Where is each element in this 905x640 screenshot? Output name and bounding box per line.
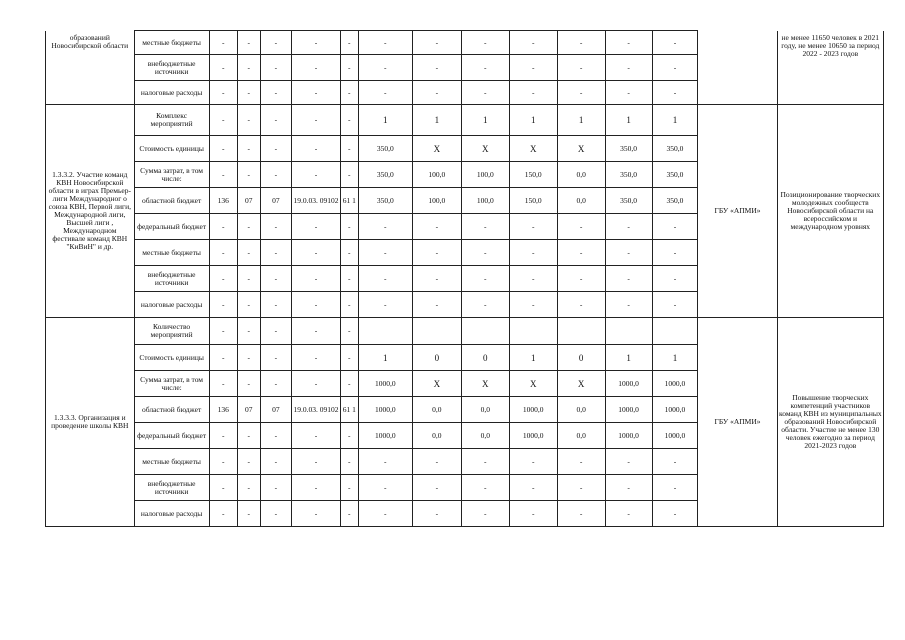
- category-cell: местные бюджеты: [134, 449, 209, 475]
- value-cell: 1: [461, 105, 509, 136]
- value-cell: -: [358, 292, 412, 318]
- value-cell: -: [209, 240, 237, 266]
- category-cell: федеральный бюджет: [134, 423, 209, 449]
- value-cell: -: [340, 214, 358, 240]
- value-cell: 1000,0: [509, 397, 557, 423]
- value-cell: -: [557, 214, 605, 240]
- value-cell: -: [209, 475, 237, 501]
- value-cell: -: [461, 292, 509, 318]
- value-cell: -: [237, 423, 260, 449]
- value-cell: -: [209, 266, 237, 292]
- budget-table: [45, 30, 884, 527]
- value-cell: 1: [605, 345, 652, 371]
- value-cell: -: [509, 81, 557, 105]
- task-name-cell: образований Новосибирской области: [46, 31, 135, 105]
- value-cell: -: [260, 292, 291, 318]
- category-cell: федеральный бюджет: [134, 214, 209, 240]
- category-cell: Комплекс мероприятий: [134, 105, 209, 136]
- value-cell: -: [291, 162, 340, 188]
- category-cell: внебюджетные источники: [134, 475, 209, 501]
- executor-cell: [698, 31, 777, 105]
- value-cell: 0,0: [412, 397, 461, 423]
- value-cell: -: [652, 449, 698, 475]
- value-cell: -: [461, 81, 509, 105]
- value-cell: -: [237, 318, 260, 345]
- value-cell: 1: [509, 345, 557, 371]
- value-cell: -: [509, 475, 557, 501]
- value-cell: -: [605, 501, 652, 527]
- value-cell: X: [509, 371, 557, 397]
- value-cell: -: [260, 162, 291, 188]
- value-cell: -: [605, 475, 652, 501]
- value-cell: -: [340, 162, 358, 188]
- value-cell: [461, 318, 509, 345]
- value-cell: -: [260, 501, 291, 527]
- value-cell: -: [340, 371, 358, 397]
- value-cell: -: [340, 292, 358, 318]
- value-cell: -: [461, 240, 509, 266]
- value-cell: 1000,0: [605, 397, 652, 423]
- value-cell: -: [412, 449, 461, 475]
- value-cell: -: [209, 55, 237, 81]
- value-cell: -: [340, 501, 358, 527]
- value-cell: -: [652, 501, 698, 527]
- value-cell: 100,0: [412, 162, 461, 188]
- value-cell: 0: [412, 345, 461, 371]
- value-cell: 136: [209, 188, 237, 214]
- value-cell: [412, 318, 461, 345]
- category-cell: налоговые расходы: [134, 292, 209, 318]
- executor-cell: ГБУ «АПМИ»: [698, 105, 777, 318]
- value-cell: -: [652, 214, 698, 240]
- value-cell: -: [291, 81, 340, 105]
- value-cell: X: [461, 371, 509, 397]
- value-cell: -: [358, 449, 412, 475]
- category-cell: Сумма затрат, в том числе:: [134, 162, 209, 188]
- value-cell: -: [291, 214, 340, 240]
- category-cell: Сумма затрат, в том числе:: [134, 371, 209, 397]
- value-cell: -: [209, 81, 237, 105]
- value-cell: 350,0: [605, 162, 652, 188]
- value-cell: -: [291, 449, 340, 475]
- value-cell: -: [237, 345, 260, 371]
- value-cell: 1000,0: [358, 423, 412, 449]
- value-cell: X: [557, 371, 605, 397]
- value-cell: 1: [557, 105, 605, 136]
- result-cell: не менее 11650 человек в 2021 году, не менее 10650 за период 2022 - 2023 годов: [777, 31, 883, 105]
- value-cell: -: [652, 31, 698, 55]
- value-cell: -: [340, 318, 358, 345]
- value-cell: 350,0: [358, 188, 412, 214]
- value-cell: -: [557, 55, 605, 81]
- value-cell: -: [237, 81, 260, 105]
- value-cell: 350,0: [652, 136, 698, 162]
- value-cell: -: [291, 55, 340, 81]
- value-cell: -: [358, 266, 412, 292]
- value-cell: -: [412, 55, 461, 81]
- value-cell: -: [209, 501, 237, 527]
- value-cell: 100,0: [461, 188, 509, 214]
- value-cell: -: [237, 105, 260, 136]
- value-cell: -: [237, 449, 260, 475]
- value-cell: -: [237, 292, 260, 318]
- value-cell: 350,0: [605, 188, 652, 214]
- value-cell: -: [260, 423, 291, 449]
- value-cell: 07: [260, 397, 291, 423]
- value-cell: -: [412, 266, 461, 292]
- value-cell: 350,0: [605, 136, 652, 162]
- category-cell: местные бюджеты: [134, 240, 209, 266]
- value-cell: 1: [652, 105, 698, 136]
- value-cell: [605, 318, 652, 345]
- value-cell: -: [209, 423, 237, 449]
- value-cell: -: [237, 214, 260, 240]
- value-cell: 1000,0: [605, 371, 652, 397]
- value-cell: X: [509, 136, 557, 162]
- value-cell: -: [340, 240, 358, 266]
- value-cell: -: [605, 266, 652, 292]
- value-cell: 1: [358, 105, 412, 136]
- value-cell: 350,0: [358, 162, 412, 188]
- value-cell: 0,0: [557, 423, 605, 449]
- value-cell: 07: [260, 188, 291, 214]
- value-cell: -: [260, 81, 291, 105]
- value-cell: -: [557, 449, 605, 475]
- value-cell: -: [557, 501, 605, 527]
- value-cell: -: [509, 240, 557, 266]
- value-cell: -: [557, 292, 605, 318]
- value-cell: [652, 318, 698, 345]
- value-cell: -: [237, 371, 260, 397]
- value-cell: -: [209, 136, 237, 162]
- value-cell: -: [358, 501, 412, 527]
- value-cell: -: [237, 31, 260, 55]
- value-cell: -: [237, 55, 260, 81]
- value-cell: -: [605, 449, 652, 475]
- value-cell: -: [605, 55, 652, 81]
- value-cell: -: [509, 214, 557, 240]
- value-cell: -: [509, 266, 557, 292]
- result-cell: Позиционирование творческих молодежных сообществ Новосибирской области на всероссийском и международном уровнях: [777, 105, 883, 318]
- value-cell: -: [209, 31, 237, 55]
- value-cell: -: [260, 266, 291, 292]
- value-cell: -: [412, 475, 461, 501]
- value-cell: 1000,0: [509, 423, 557, 449]
- value-cell: -: [652, 292, 698, 318]
- value-cell: -: [605, 240, 652, 266]
- value-cell: -: [237, 475, 260, 501]
- value-cell: -: [358, 55, 412, 81]
- value-cell: 100,0: [461, 162, 509, 188]
- value-cell: -: [412, 81, 461, 105]
- value-cell: -: [209, 345, 237, 371]
- value-cell: 0,0: [557, 188, 605, 214]
- value-cell: -: [260, 136, 291, 162]
- value-cell: -: [605, 214, 652, 240]
- value-cell: -: [291, 423, 340, 449]
- value-cell: 0,0: [412, 423, 461, 449]
- value-cell: -: [412, 214, 461, 240]
- value-cell: X: [412, 136, 461, 162]
- value-cell: -: [237, 162, 260, 188]
- value-cell: -: [209, 292, 237, 318]
- value-cell: -: [557, 240, 605, 266]
- value-cell: -: [340, 345, 358, 371]
- task-name-cell: 1.3.3.2. Участие команд КВН Новосибирской области в играх Премьер-лиги Международног о союза КВН, Первой лиги, Международной лиги, Высшей лиги , Международном фестивале команд КВН "КиВиН" и др.: [46, 105, 135, 318]
- value-cell: -: [358, 214, 412, 240]
- value-cell: -: [461, 501, 509, 527]
- value-cell: -: [358, 31, 412, 55]
- value-cell: -: [461, 31, 509, 55]
- value-cell: 61 1: [340, 397, 358, 423]
- value-cell: -: [412, 292, 461, 318]
- value-cell: -: [509, 292, 557, 318]
- value-cell: 1000,0: [358, 397, 412, 423]
- value-cell: 1000,0: [652, 371, 698, 397]
- value-cell: 07: [237, 188, 260, 214]
- value-cell: -: [652, 266, 698, 292]
- category-cell: Стоимость единицы: [134, 345, 209, 371]
- value-cell: -: [237, 266, 260, 292]
- value-cell: -: [260, 105, 291, 136]
- result-cell: Повышение творческих компетенций участников команд КВН из муниципальных образований Новосибирской области. Участие не менее 130 человек ежегодно за период 2021-2023 годов: [777, 318, 883, 527]
- value-cell: -: [340, 449, 358, 475]
- value-cell: -: [237, 136, 260, 162]
- value-cell: [358, 318, 412, 345]
- value-cell: -: [260, 240, 291, 266]
- value-cell: -: [260, 345, 291, 371]
- value-cell: -: [260, 214, 291, 240]
- value-cell: 1000,0: [605, 423, 652, 449]
- value-cell: -: [340, 81, 358, 105]
- value-cell: 100,0: [412, 188, 461, 214]
- value-cell: -: [461, 55, 509, 81]
- value-cell: 0: [557, 345, 605, 371]
- value-cell: 07: [237, 397, 260, 423]
- value-cell: -: [291, 266, 340, 292]
- value-cell: -: [509, 449, 557, 475]
- task-name-cell: 1.3.3.3. Организация и проведение школы КВН: [46, 318, 135, 527]
- table-row: [46, 318, 884, 345]
- value-cell: -: [652, 240, 698, 266]
- value-cell: 1: [652, 345, 698, 371]
- value-cell: -: [509, 31, 557, 55]
- value-cell: -: [291, 240, 340, 266]
- value-cell: -: [237, 240, 260, 266]
- category-cell: налоговые расходы: [134, 501, 209, 527]
- value-cell: 1000,0: [652, 423, 698, 449]
- value-cell: 150,0: [509, 162, 557, 188]
- value-cell: -: [291, 345, 340, 371]
- value-cell: -: [461, 449, 509, 475]
- value-cell: 150,0: [509, 188, 557, 214]
- value-cell: -: [209, 214, 237, 240]
- value-cell: -: [340, 423, 358, 449]
- value-cell: -: [509, 55, 557, 81]
- value-cell: -: [209, 371, 237, 397]
- value-cell: 0,0: [557, 397, 605, 423]
- value-cell: -: [340, 31, 358, 55]
- value-cell: -: [260, 449, 291, 475]
- value-cell: 350,0: [358, 136, 412, 162]
- value-cell: 1: [509, 105, 557, 136]
- value-cell: -: [291, 31, 340, 55]
- value-cell: -: [340, 55, 358, 81]
- value-cell: 350,0: [652, 162, 698, 188]
- value-cell: [557, 318, 605, 345]
- value-cell: -: [340, 266, 358, 292]
- value-cell: -: [557, 266, 605, 292]
- value-cell: -: [260, 31, 291, 55]
- value-cell: X: [557, 136, 605, 162]
- value-cell: 0,0: [557, 162, 605, 188]
- table-row: [46, 105, 884, 136]
- value-cell: -: [557, 31, 605, 55]
- value-cell: -: [358, 475, 412, 501]
- value-cell: -: [291, 292, 340, 318]
- value-cell: -: [260, 371, 291, 397]
- value-cell: -: [652, 55, 698, 81]
- value-cell: -: [652, 475, 698, 501]
- value-cell: 19.0.03. 09102: [291, 188, 340, 214]
- value-cell: -: [260, 55, 291, 81]
- value-cell: 1: [412, 105, 461, 136]
- value-cell: -: [237, 501, 260, 527]
- value-cell: -: [358, 81, 412, 105]
- value-cell: -: [209, 162, 237, 188]
- value-cell: -: [340, 136, 358, 162]
- category-cell: внебюджетные источники: [134, 266, 209, 292]
- value-cell: -: [358, 240, 412, 266]
- value-cell: 1000,0: [652, 397, 698, 423]
- value-cell: -: [461, 214, 509, 240]
- value-cell: -: [340, 105, 358, 136]
- value-cell: 19.0.03. 09102: [291, 397, 340, 423]
- value-cell: 0,0: [461, 423, 509, 449]
- value-cell: 0,0: [461, 397, 509, 423]
- value-cell: -: [461, 266, 509, 292]
- value-cell: -: [509, 501, 557, 527]
- value-cell: -: [557, 475, 605, 501]
- value-cell: -: [291, 136, 340, 162]
- value-cell: X: [412, 371, 461, 397]
- category-cell: Стоимость единицы: [134, 136, 209, 162]
- category-cell: внебюджетные источники: [134, 55, 209, 81]
- value-cell: -: [291, 501, 340, 527]
- value-cell: -: [260, 318, 291, 345]
- value-cell: -: [291, 318, 340, 345]
- value-cell: -: [260, 475, 291, 501]
- category-cell: местные бюджеты: [134, 31, 209, 55]
- value-cell: -: [412, 501, 461, 527]
- value-cell: -: [291, 371, 340, 397]
- value-cell: -: [291, 105, 340, 136]
- value-cell: -: [652, 81, 698, 105]
- value-cell: 0: [461, 345, 509, 371]
- executor-cell: ГБУ «АПМИ»: [698, 318, 777, 527]
- value-cell: -: [412, 31, 461, 55]
- category-cell: областной бюджет: [134, 188, 209, 214]
- value-cell: -: [412, 240, 461, 266]
- value-cell: 1000,0: [358, 371, 412, 397]
- value-cell: -: [605, 31, 652, 55]
- value-cell: 1: [605, 105, 652, 136]
- value-cell: -: [291, 475, 340, 501]
- value-cell: -: [340, 475, 358, 501]
- value-cell: 1: [358, 345, 412, 371]
- value-cell: -: [605, 81, 652, 105]
- value-cell: [509, 318, 557, 345]
- value-cell: 136: [209, 397, 237, 423]
- value-cell: X: [461, 136, 509, 162]
- value-cell: -: [557, 81, 605, 105]
- value-cell: -: [209, 449, 237, 475]
- table-body: [46, 31, 884, 527]
- table-row: [46, 31, 884, 55]
- value-cell: -: [209, 318, 237, 345]
- value-cell: -: [461, 475, 509, 501]
- category-cell: налоговые расходы: [134, 81, 209, 105]
- category-cell: областной бюджет: [134, 397, 209, 423]
- value-cell: 350,0: [652, 188, 698, 214]
- value-cell: 61 1: [340, 188, 358, 214]
- category-cell: Количество мероприятий: [134, 318, 209, 345]
- value-cell: -: [209, 105, 237, 136]
- value-cell: -: [605, 292, 652, 318]
